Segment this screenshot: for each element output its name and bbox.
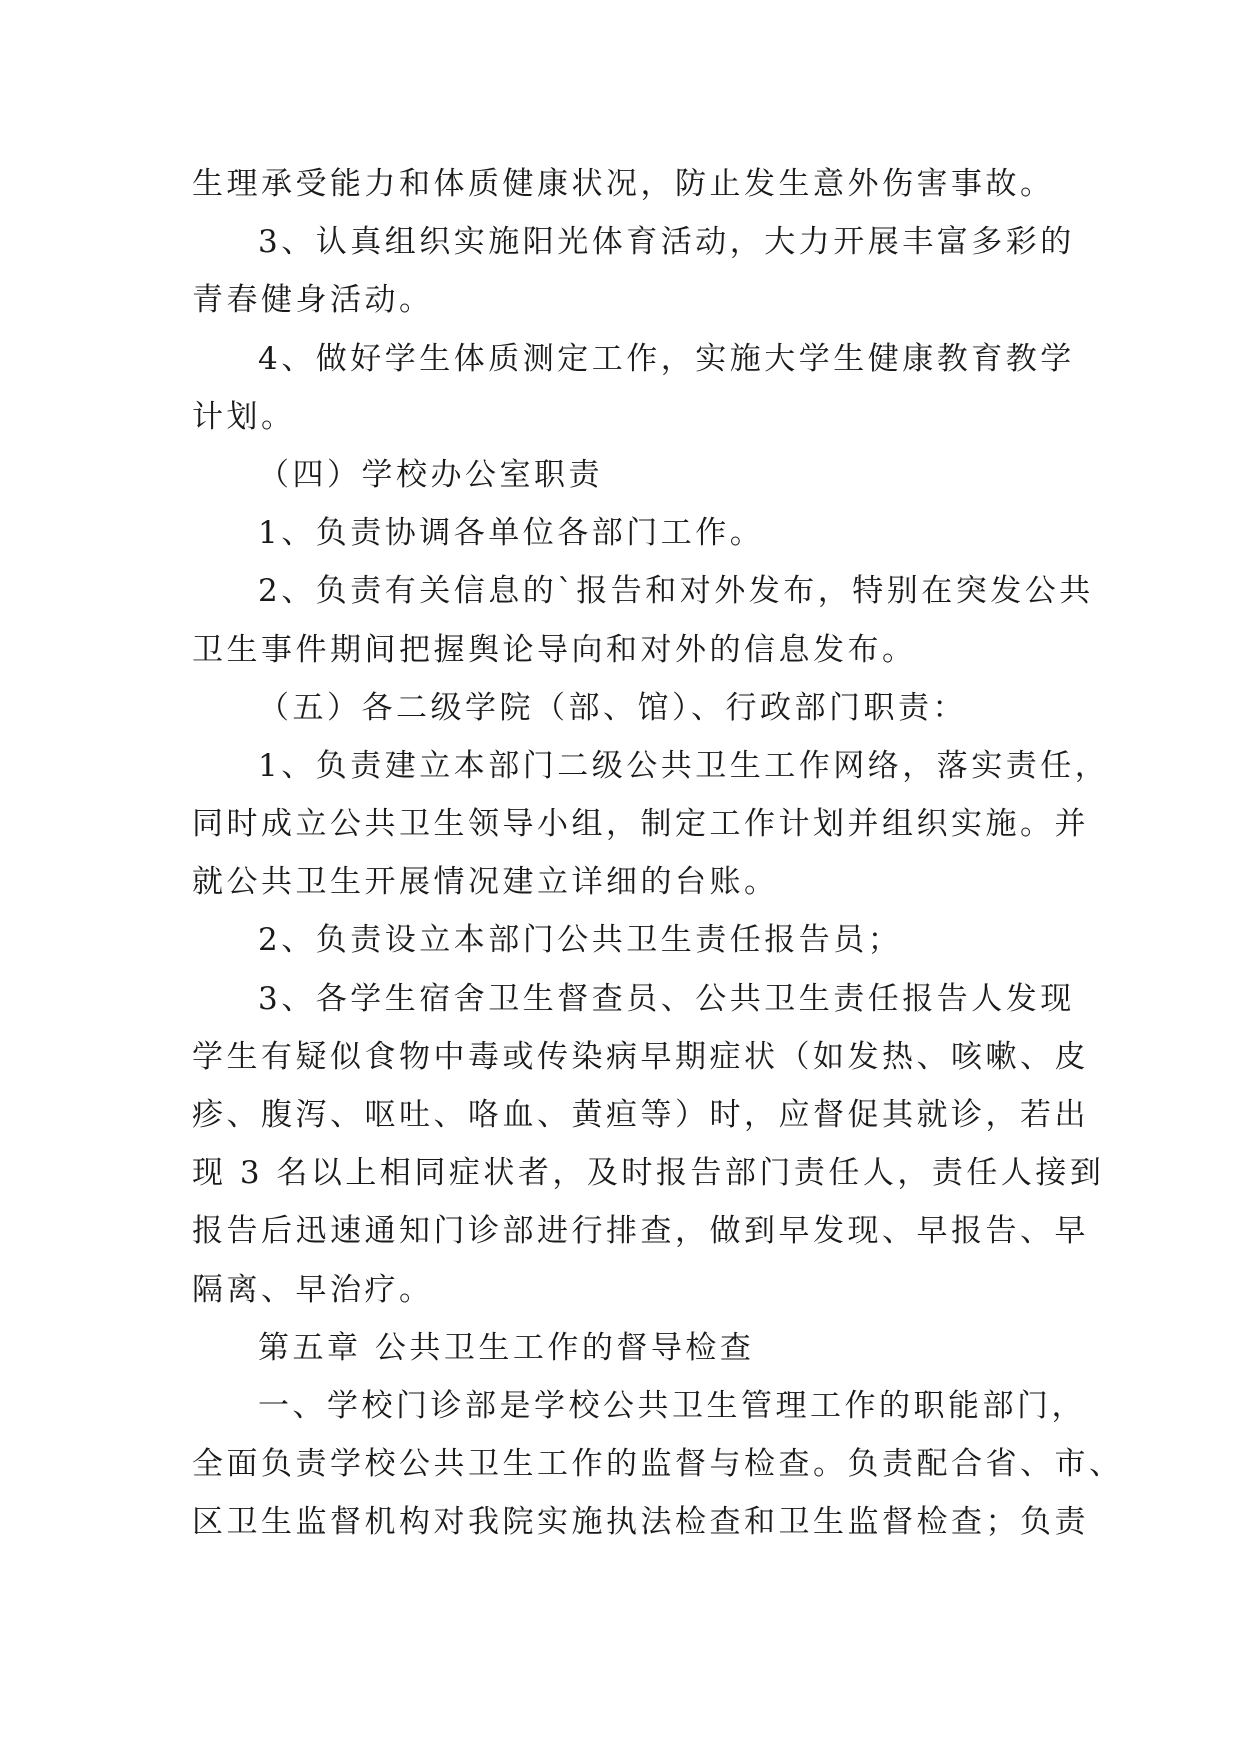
text-line: 同时成立公共卫生领导小组，制定工作计划并组织实施。并 xyxy=(192,806,1089,843)
text-line: 就公共卫生开展情况建立详细的台账。 xyxy=(192,864,779,901)
text-line: 现 3 名以上相同症状者，及时报告部门责任人，责任人接到 xyxy=(192,1155,1105,1192)
text-line: 1、负责协调各单位各部门工作。 xyxy=(258,515,765,552)
text-line: 青春健身活动。 xyxy=(192,282,434,319)
text-line: 3、认真组织实施阳光体育活动，大力开展丰富多彩的 xyxy=(258,224,1075,261)
text-line: 学生有疑似食物中毒或传染病早期症状（如发热、咳嗽、皮 xyxy=(192,1038,1089,1075)
text-line: （五）各二级学院（部、馆）、行政部门职责： xyxy=(258,689,967,726)
text-line: 报告后迅速通知门诊部进行排查，做到早发现、早报告、早 xyxy=(192,1213,1089,1250)
text-line: 2、负责设立本部门公共卫生责任报告员； xyxy=(258,922,903,959)
text-line: 3、各学生宿舍卫生督查员、公共卫生责任报告人发现 xyxy=(258,980,1075,1017)
text-line: 隔离、早治疗。 xyxy=(192,1271,434,1308)
text-line: 全面负责学校公共卫生工作的监督与检查。负责配合省、市、 xyxy=(192,1446,1124,1483)
text-line: 计划。 xyxy=(192,398,296,435)
text-line: 区卫生监督机构对我院实施执法检查和卫生监督检查；负责 xyxy=(192,1504,1089,1541)
text-line: 生理承受能力和体质健康状况，防止发生意外伤害事故。 xyxy=(192,166,1055,202)
text-line: 一、学校门诊部是学校公共卫生管理工作的职能部门， xyxy=(258,1387,1086,1424)
text-line: 1、负责建立本部门二级公共卫生工作网络，落实责任， xyxy=(258,747,1110,784)
text-line: 疹、腹泻、呕吐、咯血、黄疸等）时，应督促其就诊，若出 xyxy=(192,1097,1089,1133)
text-line: 卫生事件期间把握舆论导向和对外的信息发布。 xyxy=(192,631,917,668)
text-line: 第五章 公共卫生工作的督导检查 xyxy=(258,1329,755,1366)
document-body xyxy=(192,155,1124,1552)
text-line: （四）学校办公室职责 xyxy=(258,456,603,493)
text-line: 2、负责有关信息的`报告和对外发布，特别在突发公共 xyxy=(258,573,1094,610)
text-line: 4、做好学生体质测定工作，实施大学生健康教育教学 xyxy=(258,340,1075,377)
